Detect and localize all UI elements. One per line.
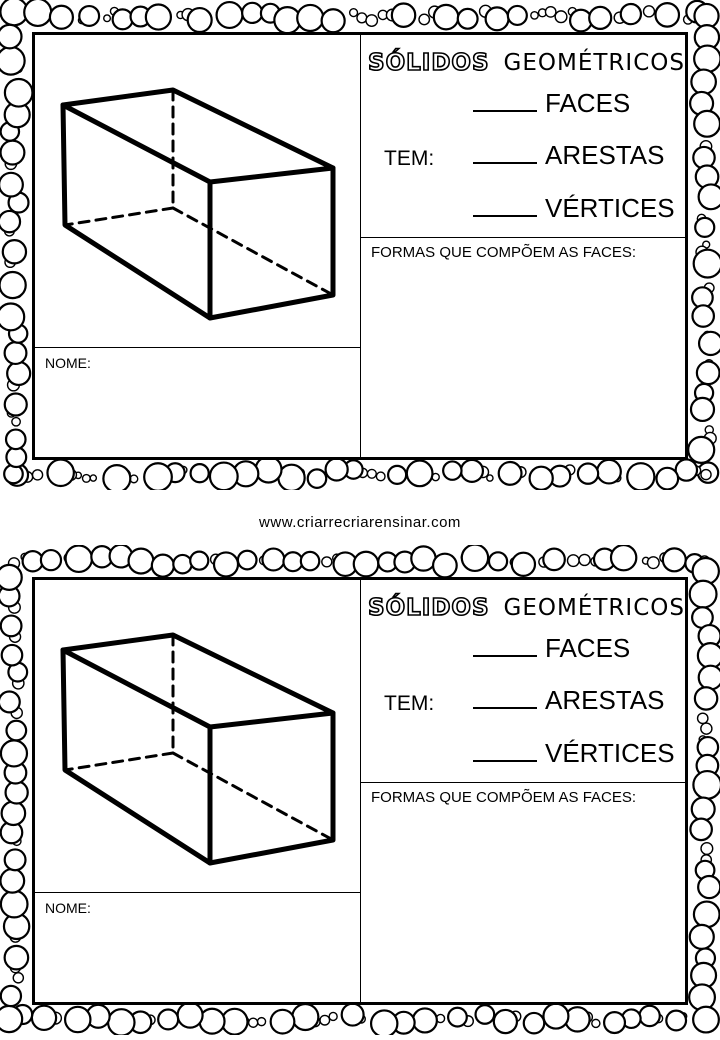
vertical-divider — [360, 580, 361, 1002]
border-bubble — [297, 5, 323, 31]
border-bubble — [462, 545, 488, 571]
border-bubble — [647, 557, 659, 569]
border-bubble — [222, 1009, 248, 1035]
border-bubble — [604, 1012, 625, 1033]
arestas-row — [473, 140, 664, 171]
border-bubble — [342, 1004, 364, 1026]
border-bubble — [691, 398, 714, 421]
name-divider — [35, 347, 360, 348]
border-bubble — [413, 1008, 437, 1032]
border-bubble — [103, 465, 130, 490]
border-bubble — [6, 430, 26, 450]
border-bubble — [592, 1019, 600, 1027]
border-bubble — [1, 986, 21, 1006]
border-bubble — [433, 554, 457, 578]
card-title — [368, 43, 686, 83]
card-panel — [32, 577, 688, 1005]
border-bubble — [627, 463, 654, 490]
title-solidos: SÓLIDOS — [368, 595, 490, 621]
border-bubble — [376, 472, 385, 481]
tem-label: TEM: — [384, 692, 435, 715]
border-bubble — [32, 470, 42, 480]
border-bubble — [489, 552, 507, 570]
card-panel — [32, 32, 688, 460]
border-bubble — [0, 304, 24, 331]
border-bubble — [543, 549, 565, 571]
border-bubble — [23, 551, 43, 571]
border-bubble — [329, 1012, 337, 1020]
border-bubble — [567, 555, 579, 567]
border-bubble — [666, 1011, 686, 1031]
border-bubble — [292, 1004, 318, 1030]
border-bubble — [371, 1010, 397, 1035]
border-bubble — [434, 5, 458, 29]
border-bubble — [692, 798, 715, 821]
border-bubble — [392, 4, 415, 27]
border-bubble — [322, 557, 332, 567]
border-bubble — [688, 437, 714, 463]
border-bubble — [690, 925, 714, 949]
border-bubble — [512, 553, 535, 576]
border-bubble — [1, 616, 22, 637]
border-bubble — [499, 462, 522, 485]
border-bubble — [47, 460, 73, 486]
border-bubble — [579, 554, 590, 565]
border-bubble — [50, 6, 73, 29]
border-bubble — [129, 549, 154, 574]
border-bubble — [283, 552, 302, 571]
border-bubble — [178, 1003, 203, 1028]
border-bubble — [0, 47, 25, 75]
border-bubble — [158, 1009, 178, 1029]
faces-label: FACES — [545, 633, 631, 663]
border-bubble — [0, 173, 23, 197]
border-bubble — [458, 9, 478, 29]
border-bubble — [694, 902, 720, 928]
border-bubble — [6, 447, 26, 467]
border-bubble — [12, 418, 20, 426]
border-bubble — [0, 211, 20, 232]
border-bubble — [476, 1005, 495, 1024]
border-bubble — [701, 843, 713, 855]
border-bubble — [656, 468, 678, 490]
border-bubble — [697, 362, 720, 385]
border-bubble — [419, 14, 429, 24]
border-bubble — [2, 801, 26, 825]
border-bubble — [494, 1010, 517, 1033]
formas-label: FORMAS QUE COMPÕEM AS FACES: — [371, 789, 637, 806]
border-bubble — [690, 819, 711, 840]
border-bubble — [5, 394, 27, 416]
border-bubble — [639, 1006, 659, 1026]
border-bubble — [2, 645, 23, 666]
faces-row — [473, 88, 630, 119]
border-bubble — [188, 8, 212, 32]
border-bubble — [308, 469, 326, 487]
arestas-row — [473, 685, 664, 716]
border-bubble — [5, 342, 27, 364]
border-bubble — [90, 475, 96, 481]
border-bubble — [693, 771, 720, 799]
border-bubble — [320, 1015, 330, 1025]
border-bubble — [407, 461, 433, 487]
border-bubble — [271, 1010, 295, 1034]
arestas-blank[interactable] — [473, 706, 537, 709]
faces-label: FACES — [545, 88, 631, 118]
tem-label: TEM: — [384, 147, 435, 170]
border-bubble — [301, 552, 319, 570]
card-title — [368, 588, 686, 628]
title-geometricos: GEOMÉTRICOS — [503, 595, 685, 621]
border-bubble — [693, 1007, 719, 1033]
border-bubble — [65, 1007, 90, 1032]
border-bubble — [104, 15, 111, 22]
vertices-row — [473, 738, 675, 769]
border-bubble — [694, 46, 720, 72]
border-bubble — [262, 549, 284, 571]
border-bubble — [1, 141, 25, 165]
border-bubble — [695, 218, 714, 237]
border-bubble — [367, 469, 376, 478]
border-bubble — [443, 461, 461, 479]
worksheet-card-1 — [0, 0, 720, 490]
rectangular-prism-icon — [55, 625, 345, 875]
border-bubble — [486, 7, 509, 30]
name-divider — [35, 892, 360, 893]
border-bubble — [146, 4, 171, 29]
border-bubble — [357, 13, 367, 23]
formas-label: FORMAS QUE COMPÕEM AS FACES: — [371, 244, 637, 261]
border-bubble — [611, 545, 636, 570]
border-bubble — [5, 79, 33, 107]
border-bubble — [701, 470, 711, 480]
border-bubble — [578, 464, 598, 484]
arestas-label: ARESTAS — [545, 685, 665, 715]
border-bubble — [0, 691, 20, 712]
border-bubble — [210, 463, 238, 490]
border-bubble — [191, 464, 209, 482]
border-bubble — [113, 9, 133, 29]
border-bubble — [354, 552, 379, 577]
border-bubble — [698, 643, 720, 668]
border-bubble — [366, 15, 377, 26]
rectangular-prism-icon — [55, 80, 345, 330]
border-bubble — [621, 4, 641, 24]
border-bubble — [699, 184, 720, 209]
border-bubble — [32, 1006, 56, 1030]
border-bubble — [448, 1008, 467, 1027]
border-bubble — [699, 332, 720, 355]
arestas-label: ARESTAS — [545, 140, 665, 170]
border-bubble — [66, 546, 92, 572]
border-bubble — [694, 111, 720, 137]
title-geometricos: GEOMÉTRICOS — [503, 50, 685, 76]
border-bubble — [24, 0, 51, 26]
border-bubble — [173, 555, 191, 573]
border-bubble — [322, 9, 345, 32]
border-bubble — [256, 457, 282, 483]
border-bubble — [701, 723, 712, 734]
vertices-blank[interactable] — [473, 214, 537, 217]
border-bubble — [545, 7, 555, 17]
border-bubble — [1, 740, 27, 766]
border-bubble — [643, 6, 654, 17]
border-bubble — [258, 1018, 266, 1026]
border-bubble — [5, 849, 26, 870]
vertical-divider — [360, 35, 361, 457]
border-bubble — [350, 9, 358, 17]
faces-divider — [360, 237, 685, 238]
border-bubble — [79, 6, 99, 26]
border-bubble — [242, 3, 262, 23]
border-bubble — [83, 475, 91, 483]
faces-blank[interactable] — [473, 654, 537, 657]
border-bubble — [691, 70, 716, 95]
border-bubble — [7, 362, 30, 385]
vertices-row — [473, 193, 675, 224]
border-bubble — [108, 1009, 134, 1035]
border-bubble — [249, 1018, 258, 1027]
border-bubble — [508, 6, 527, 25]
border-bubble — [543, 1004, 568, 1029]
border-bubble — [655, 3, 679, 27]
border-bubble — [694, 250, 720, 278]
border-bubble — [555, 11, 567, 23]
border-bubble — [597, 460, 621, 484]
border-bubble — [531, 12, 538, 19]
border-bubble — [3, 240, 26, 263]
border-bubble — [461, 460, 483, 482]
vertices-label: VÉRTICES — [545, 193, 675, 223]
vertices-blank[interactable] — [473, 759, 537, 762]
border-bubble — [214, 552, 238, 576]
border-bubble — [589, 7, 611, 29]
border-bubble — [144, 463, 172, 490]
border-bubble — [0, 869, 24, 893]
border-bubble — [13, 973, 23, 983]
arestas-blank[interactable] — [473, 161, 537, 164]
border-bubble — [41, 550, 61, 570]
border-bubble — [190, 552, 208, 570]
border-bubble — [388, 466, 406, 484]
border-bubble — [699, 666, 720, 690]
worksheet-card-2 — [0, 545, 720, 1035]
border-bubble — [663, 548, 686, 571]
border-bubble — [698, 713, 708, 723]
border-bubble — [698, 876, 720, 898]
border-bubble — [326, 458, 348, 480]
border-bubble — [0, 25, 21, 49]
border-bubble — [0, 272, 26, 298]
border-bubble — [690, 581, 717, 608]
border-bubble — [695, 687, 717, 709]
border-bubble — [1, 891, 28, 918]
faces-divider — [360, 782, 685, 783]
border-bubble — [5, 946, 29, 970]
faces-row — [473, 633, 630, 664]
title-solidos: SÓLIDOS — [368, 50, 490, 76]
border-bubble — [238, 551, 257, 570]
border-bubble — [152, 555, 174, 577]
border-bubble — [6, 721, 26, 741]
faces-blank[interactable] — [473, 109, 537, 112]
border-bubble — [411, 546, 435, 570]
border-bubble — [692, 305, 713, 326]
border-bubble — [0, 1006, 22, 1032]
footer-url: www.criarrecriarensinar.com — [259, 514, 461, 531]
nome-label: NOME: — [45, 355, 91, 371]
border-bubble — [217, 2, 243, 28]
border-bubble — [530, 467, 553, 490]
border-bubble — [524, 1013, 544, 1033]
border-bubble — [6, 781, 28, 803]
nome-label: NOME: — [45, 900, 91, 916]
vertices-label: VÉRTICES — [545, 738, 675, 768]
border-bubble — [0, 565, 22, 590]
